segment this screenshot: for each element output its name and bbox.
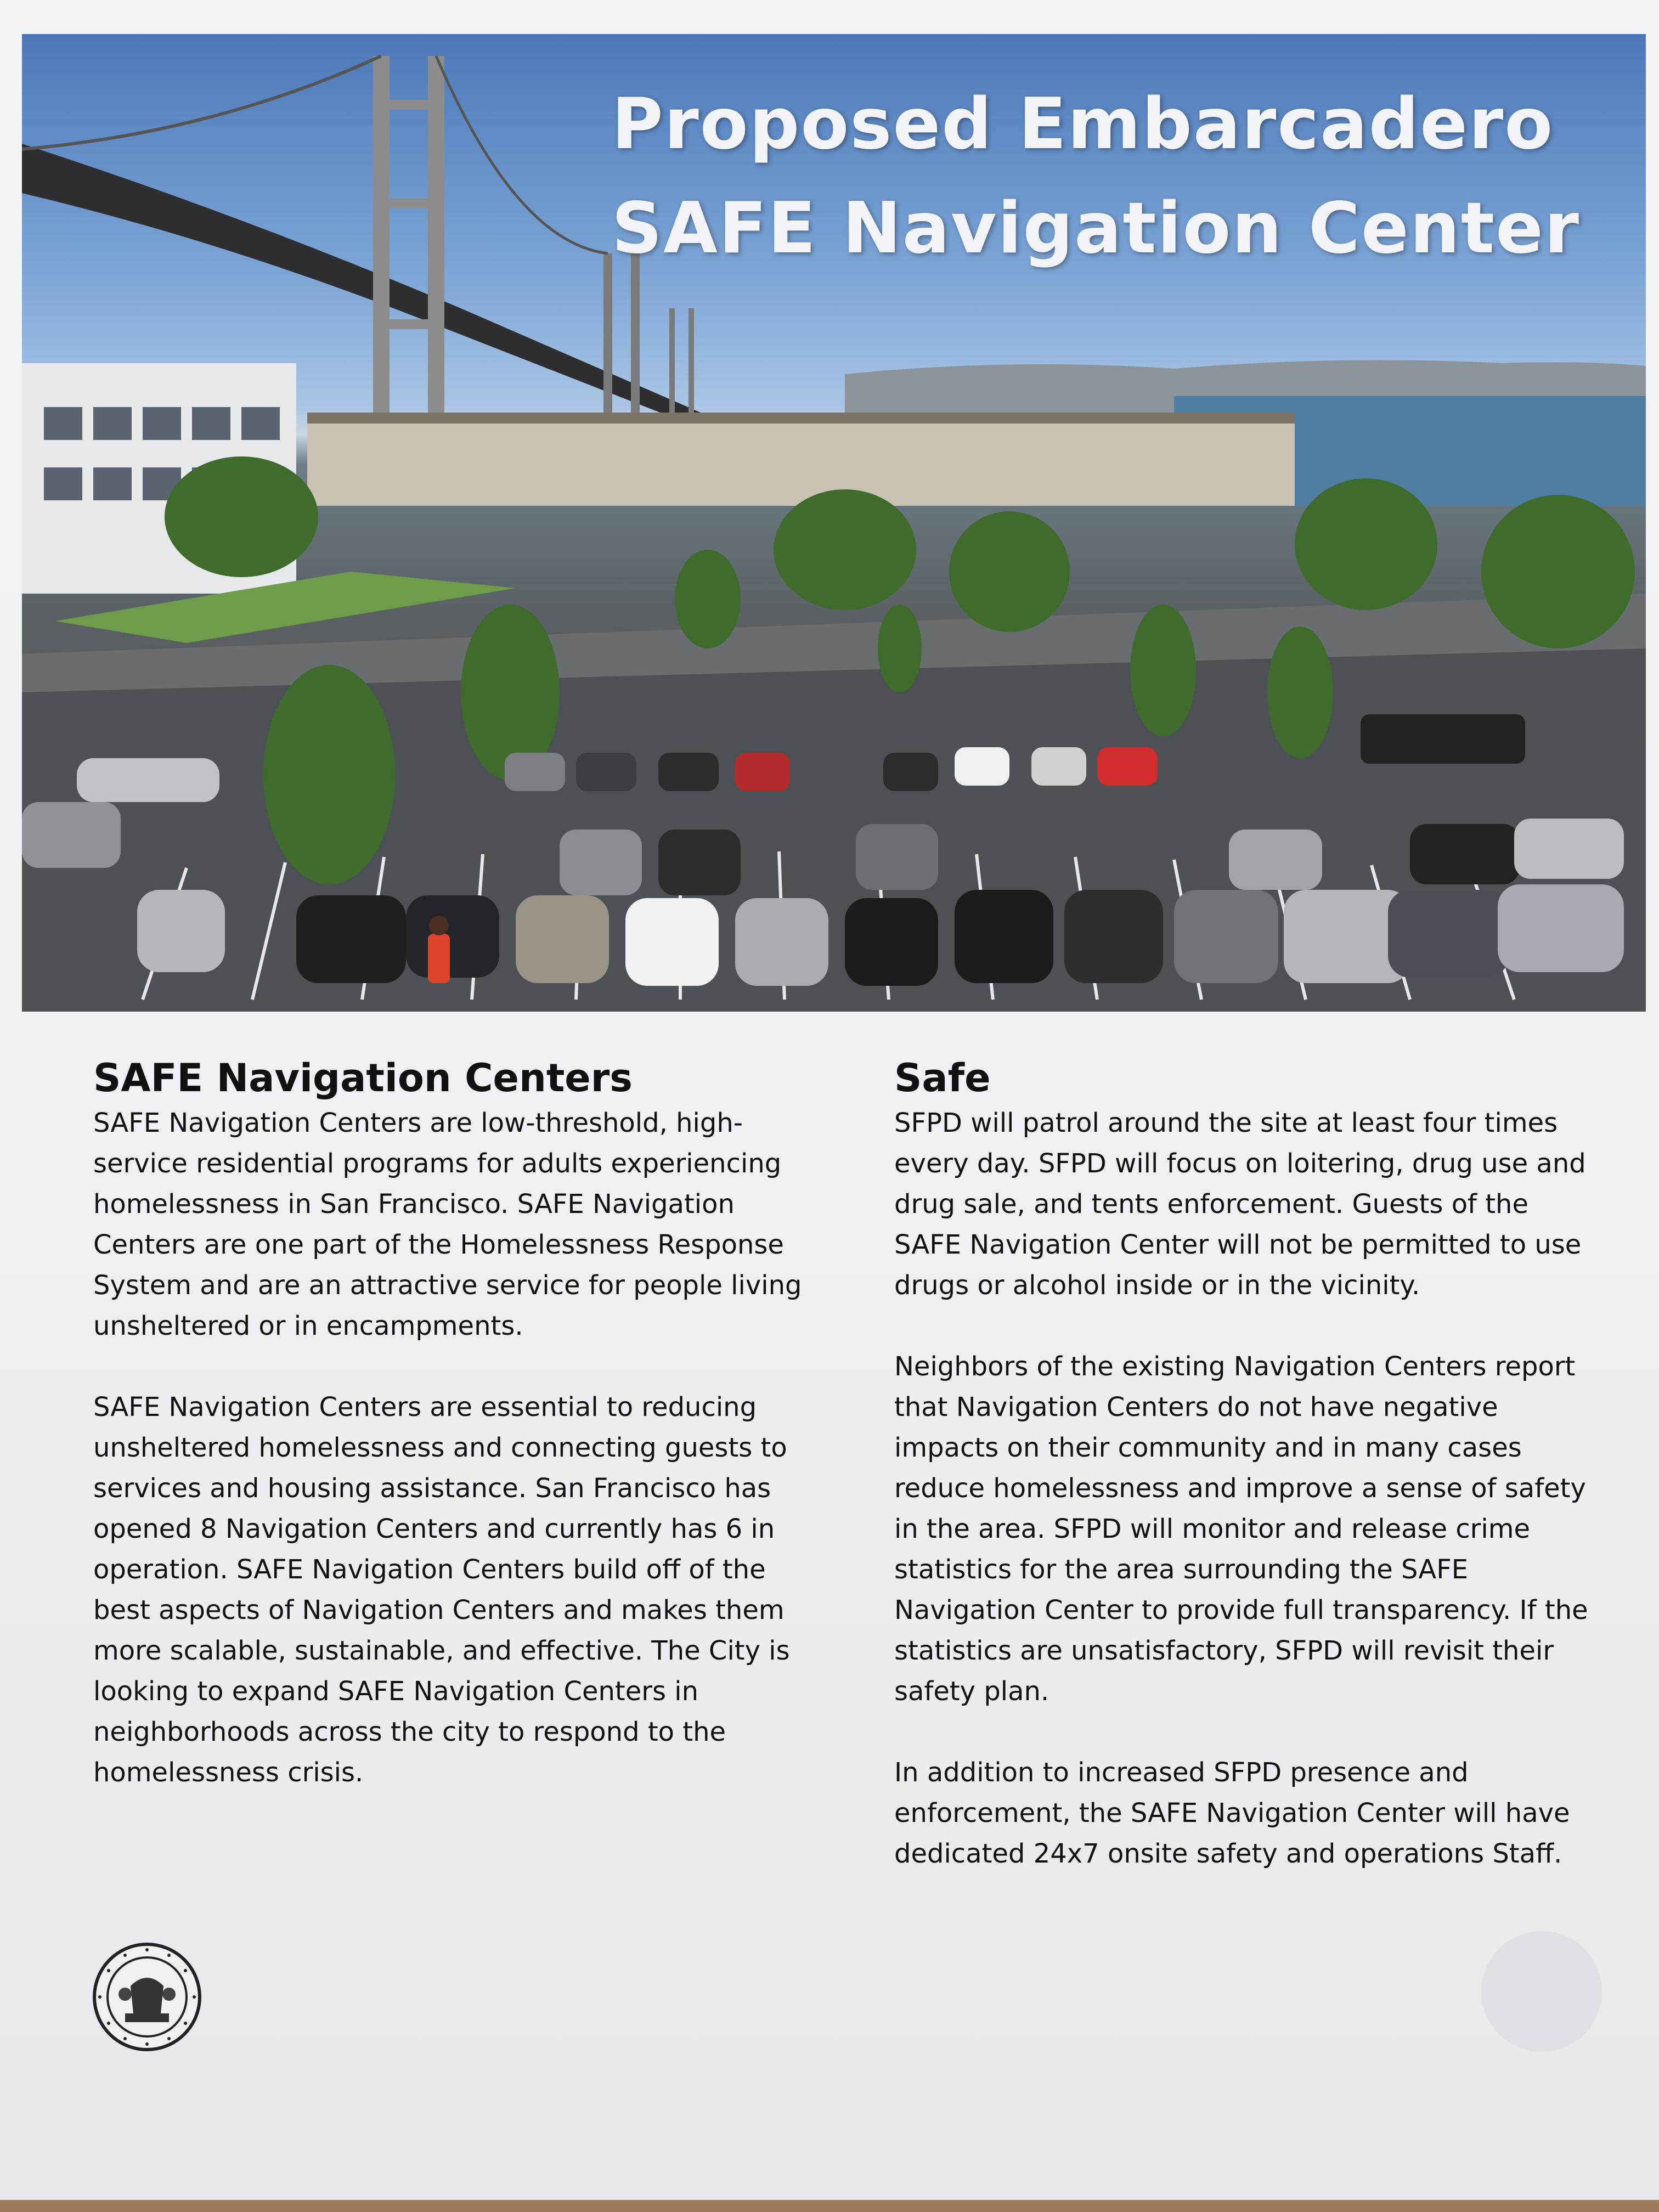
hero-title-line1: Proposed Embarcadero [611, 83, 1554, 165]
left-column-paragraph-1: SAFE Navigation Centers are low-threshold, high-service residential programs for adults experiencing homelessness in San Francisco. SAFE Navigation Centers are one part of the Homelessness Response System and are an attractive service for people living unsheltered or in encampments. [93, 1108, 802, 1341]
right-column [894, 1053, 1596, 1874]
hero-photo [22, 34, 1646, 1012]
left-column [93, 1053, 806, 1793]
city-seal-icon [92, 1942, 202, 2052]
table-surface-edge [0, 2200, 1659, 2212]
right-column-paragraph-1: SFPD will patrol around the site at least four times every day. SFPD will focus on loitering, drug use and drug sale, and tents enforcement. Guests of the SAFE Navigation Center will not be permitted to use drugs or alcohol inside or in the vicinity. [894, 1108, 1586, 1301]
hero-title-line2: SAFE Navigation Center [611, 188, 1580, 269]
right-column-paragraph-3: In addition to increased SFPD presence and enforcement, the SAFE Navigation Center will have dedicated 24x7 onsite safety and operations Staff. [894, 1757, 1570, 1869]
faded-seal-show-through [1481, 1931, 1602, 2052]
left-column-paragraph-2: SAFE Navigation Centers are essential to reducing unsheltered homelessness and connecting guests to services and housing assistance. San Francisco has opened 8 Navigation Centers and currently has 6 in operation. SAFE Navigation Centers build off of the best aspects of Navigation Centers and makes them more scalable, sustainable, and effective. The City is looking to expand SAFE Navigation Centers in neighborhoods across the city to respond to the homelessness crisis. [93, 1392, 790, 1788]
right-column-paragraph-2: Neighbors of the existing Navigation Centers report that Navigation Centers do not have negative impacts on their community and in many cases reduce homelessness and improve a sense of safety in the area. SFPD will monitor and release crime statistics for the area surrounding the SAFE Navigation Center to provide full transparency. If the statistics are unsatisfactory, SFPD will revisit their safety plan. [894, 1351, 1588, 1707]
hero-title [612, 72, 1580, 281]
left-column-heading: SAFE Navigation Centers [93, 1056, 633, 1101]
right-column-heading: Safe [894, 1056, 991, 1101]
